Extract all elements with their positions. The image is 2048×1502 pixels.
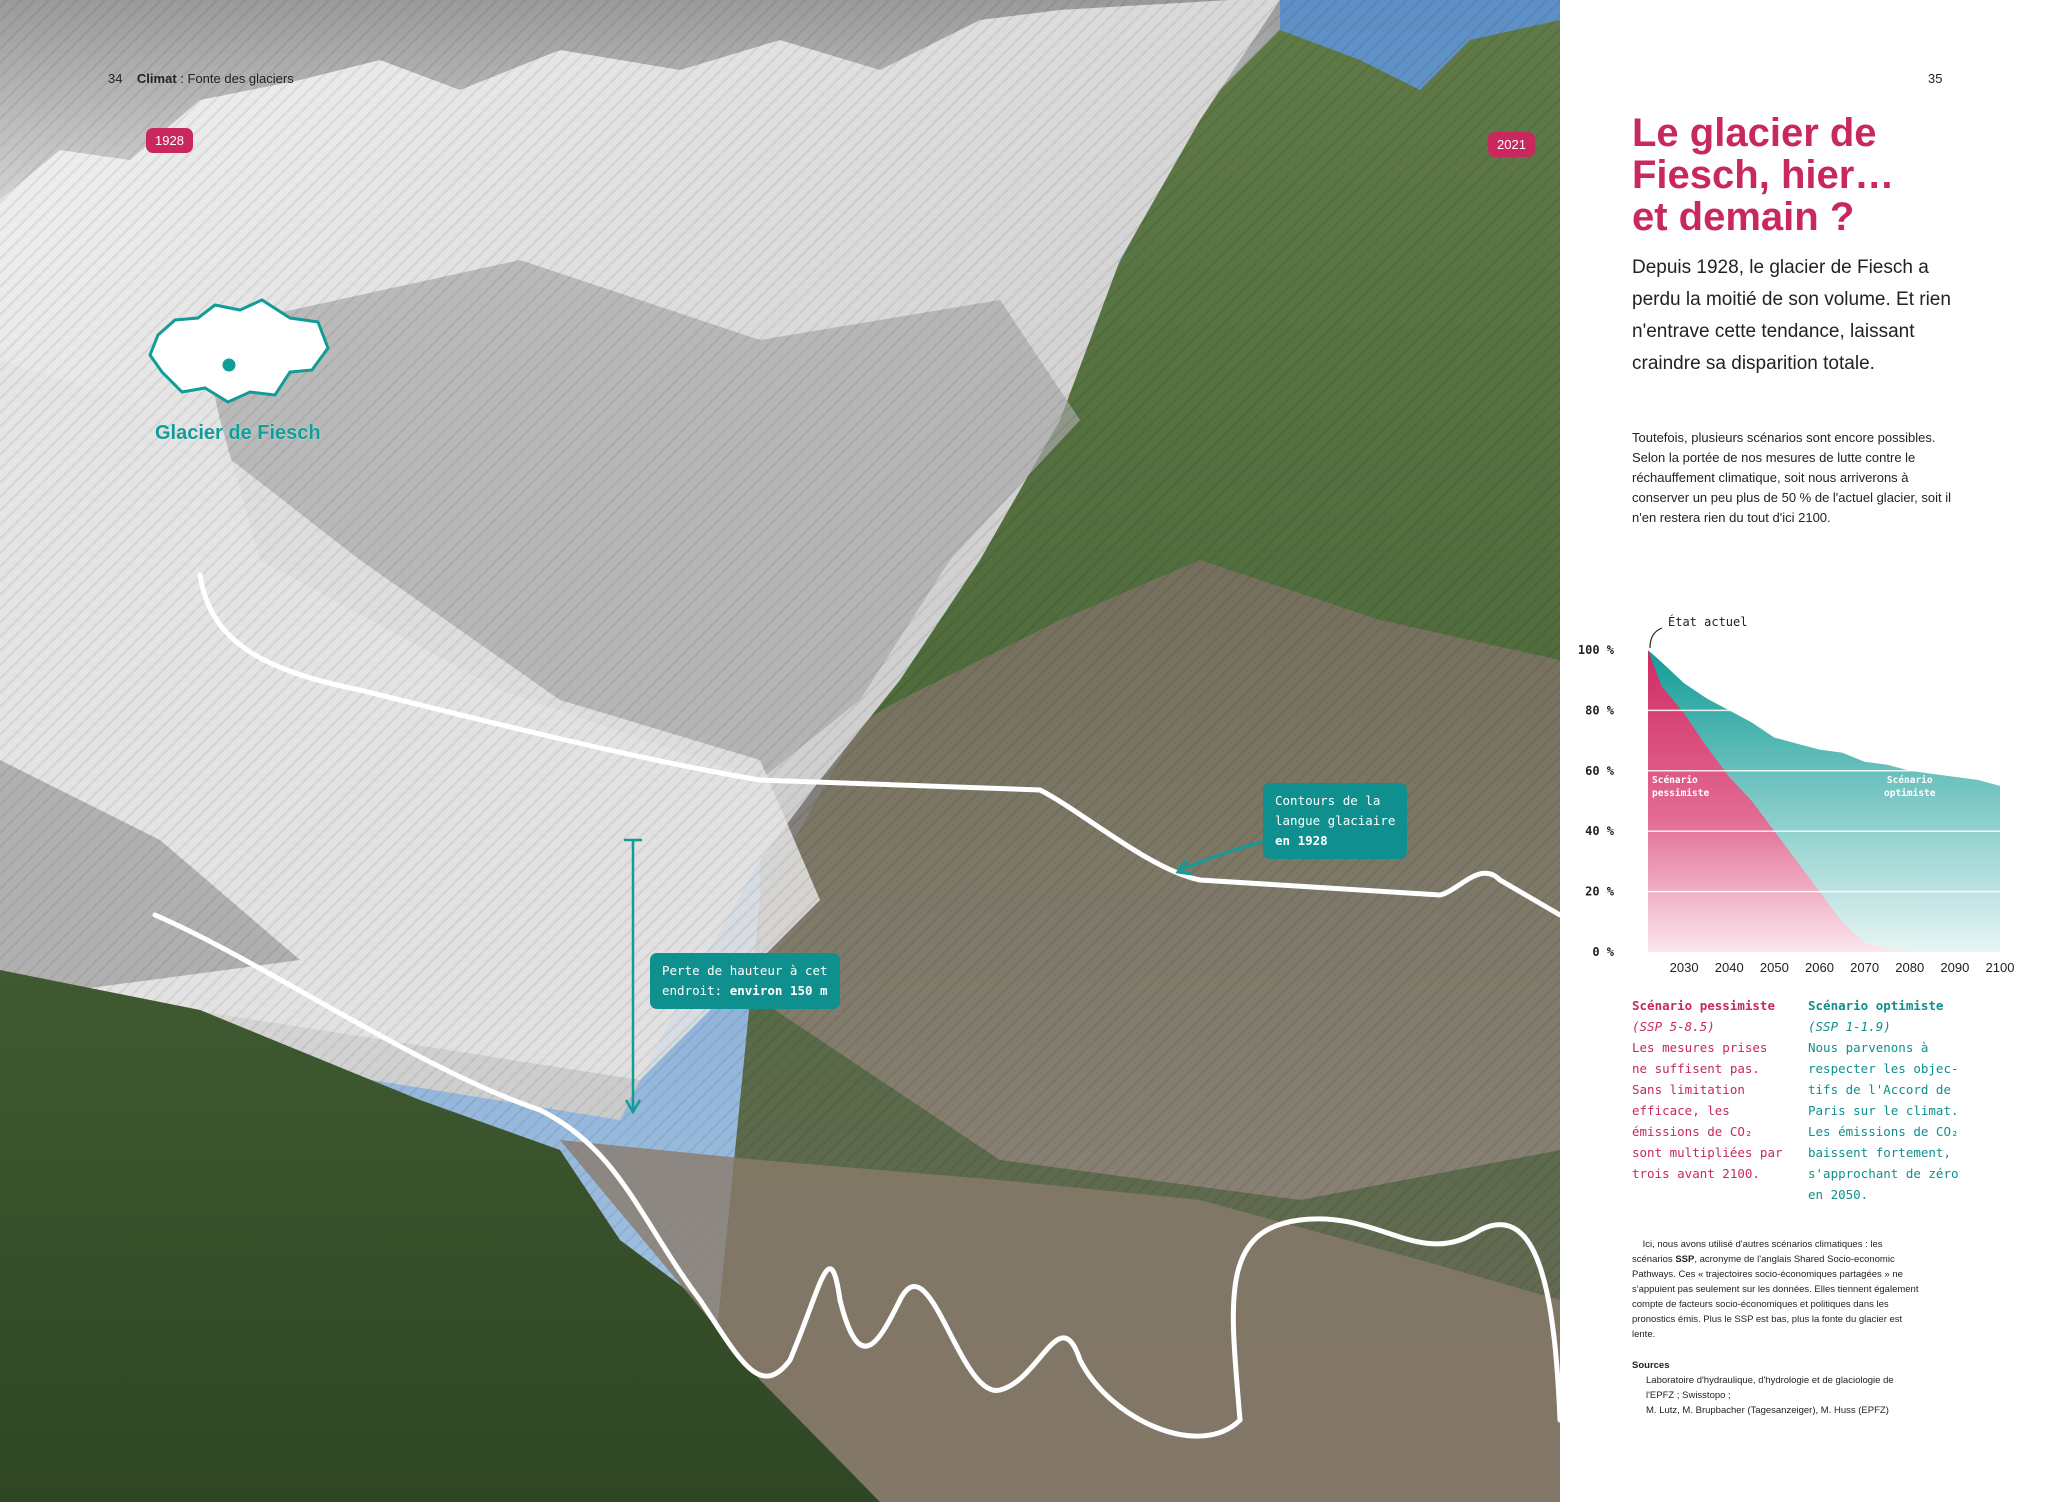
y-tick-label: 60 %	[1585, 763, 1614, 778]
x-tick-label: 2090	[1940, 960, 1970, 975]
series-label-optimistic: optimiste	[1884, 787, 1936, 799]
pessimistic-scenario-block	[1632, 995, 1792, 1184]
article-body: Toutefois, plusieurs scénarios sont encore possibles. Selon la portée de nos mesures de lutte contre le réchauffement climatique, soit nous arriverons à conserver un peu plus de 50 % de l'actuel glacier, soit il n'en restera rien du tout d'ici 2100.	[1632, 430, 1952, 525]
height-loss-line1: Perte de hauteur à cet	[662, 963, 828, 978]
optimistic-line: Les émissions de CO₂	[1808, 1124, 1959, 1139]
ssp-footnote	[1632, 1237, 1922, 1342]
series-label-optimistic: Scénario	[1886, 774, 1933, 786]
footnote-bold: SSP	[1675, 1254, 1695, 1265]
pessimistic-line: émissions de CO₂	[1632, 1124, 1753, 1139]
annotation-arrow	[1650, 628, 1662, 648]
contour-callout-line3: en 1928	[1275, 833, 1328, 848]
sources-block	[1632, 1358, 1922, 1418]
optimistic-title: Scénario optimiste	[1808, 998, 1944, 1013]
optimistic-line: respecter les objec-	[1808, 1061, 1959, 1076]
optimistic-line: Paris sur le climat.	[1808, 1103, 1959, 1118]
pessimistic-line: ne suffisent pas.	[1632, 1061, 1760, 1076]
chart-svg	[1560, 590, 2048, 980]
source-item: Laboratoire d'hydraulique, d'hydrologie et de glaciologie de l'EPFZ ; Swisstopo ;	[1646, 1375, 1894, 1401]
series-label-pessimistic: Scénario	[1652, 774, 1698, 786]
left-page-number: 34	[108, 71, 123, 86]
x-tick-label: 2040	[1714, 960, 1744, 975]
pessimistic-code: (SSP 5-8.5)	[1632, 1019, 1715, 1034]
x-tick-label: 2100	[1985, 960, 2015, 975]
article-title	[1632, 112, 1962, 238]
series-label-pessimistic: pessimiste	[1652, 787, 1710, 799]
section-name: Climat	[136, 71, 177, 86]
y-tick-label: 100 %	[1577, 643, 1614, 657]
section-separator: :	[176, 71, 188, 86]
x-tick-label: 2080	[1895, 960, 1925, 975]
left-folio	[108, 71, 294, 86]
x-tick-label: 2030	[1669, 960, 1699, 975]
title-line-3: et demain ?	[1632, 195, 1855, 239]
title-line-1: Le glacier de	[1632, 111, 1877, 155]
pessimistic-line: sont multipliées par	[1632, 1145, 1783, 1160]
year-tag-1928: 1928	[146, 128, 193, 153]
y-tick-label: 80 %	[1585, 703, 1614, 718]
pessimistic-line: Sans limitation	[1632, 1082, 1745, 1097]
pessimistic-line: trois avant 2100.	[1632, 1166, 1760, 1181]
footnote-part2: , acronyme de l'anglais Shared Socio-economic Pathways. Ces « trajectoires socio-économiques partagées » ne s'appuient pas seulement sur les données. Elles tiennent également compte de facteurs socio-économiques et politiques dans les pronostics émis. Plus le SSP est bas, plus la fonte du glacier est lente.	[1632, 1254, 1919, 1340]
pessimistic-line: efficace, les	[1632, 1103, 1730, 1118]
height-loss-line2: endroit:	[662, 983, 730, 998]
subsection-name: Fonte des glaciers	[187, 71, 294, 86]
optimistic-scenario-block	[1808, 995, 1968, 1205]
y-tick-label: 40 %	[1585, 824, 1614, 839]
x-tick-label: 2060	[1805, 960, 1834, 975]
optimistic-line: Nous parvenons à	[1808, 1040, 1929, 1055]
contour-callout-line1: Contours de la	[1275, 793, 1381, 808]
optimistic-line: baissent fortement,	[1808, 1145, 1951, 1160]
sources-heading: Sources	[1632, 1360, 1670, 1371]
pessimistic-line: Les mesures prises	[1632, 1040, 1768, 1055]
source-item: M. Lutz, M. Brupbacher (Tagesanzeiger), M. Huss (EPFZ)	[1646, 1405, 1889, 1416]
optimistic-line: s'approchant de zéro	[1808, 1166, 1959, 1181]
title-line-2: Fiesch, hier…	[1632, 153, 1895, 197]
y-tick-label: 20 %	[1585, 884, 1614, 899]
x-tick-label: 2050	[1759, 960, 1789, 975]
optimistic-line: tifs de l'Accord de	[1808, 1082, 1951, 1097]
article-lead: Depuis 1928, le glacier de Fiesch a perdu la moitié de son volume. Et rien n'entrave cette tendance, laissant craindre sa disparition totale.	[1632, 257, 1951, 374]
contour-callout	[1263, 783, 1407, 859]
height-loss-callout	[650, 953, 840, 1009]
year-tag-2021: 2021	[1488, 132, 1535, 157]
glacier-volume-chart	[1560, 590, 2048, 980]
x-tick-label: 2070	[1850, 960, 1880, 975]
contour-callout-line2: langue glaciaire	[1275, 813, 1396, 828]
right-page-number: 35	[1928, 71, 1943, 86]
optimistic-line: en 2050.	[1808, 1187, 1869, 1202]
y-tick-label: 0 %	[1592, 945, 1614, 959]
height-loss-value: environ 150 m	[729, 983, 828, 998]
footnote-part1: Ici, nous avons utilisé d'autres scénarios climatiques : les scénarios	[1632, 1239, 1883, 1265]
optimistic-code: (SSP 1-1.9)	[1808, 1019, 1891, 1034]
annotation-etat-actuel: État actuel	[1668, 615, 1748, 629]
pessimistic-title: Scénario pessimiste	[1632, 998, 1775, 1013]
map-location-label: Glacier de Fiesch	[155, 422, 321, 444]
